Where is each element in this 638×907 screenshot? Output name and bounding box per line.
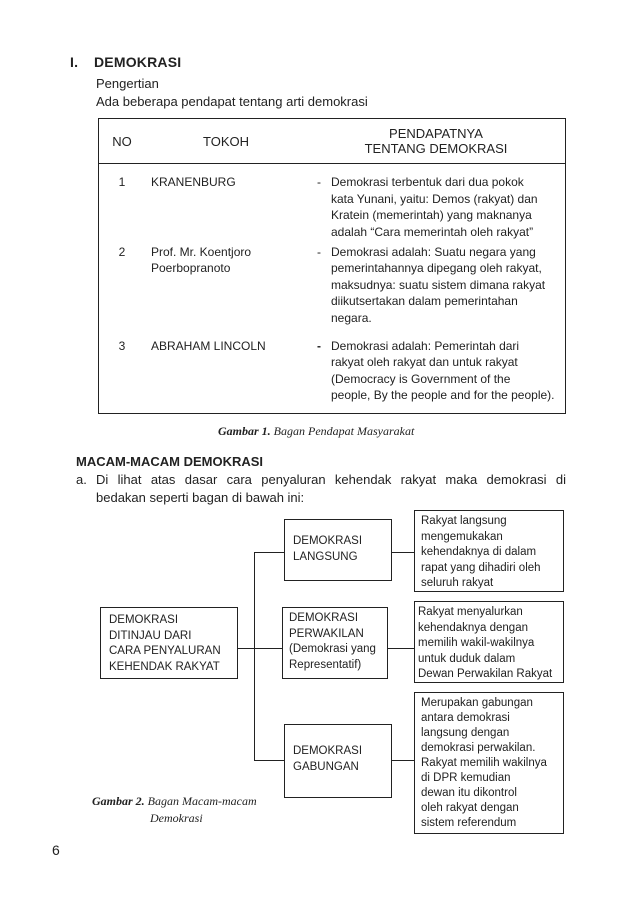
figure-caption-1 [218,424,414,439]
table-row [99,244,566,338]
box-line: KEHENDAK RAKYAT [109,660,220,673]
opinion-line: Kratein (memerintah) yang maknanya [331,208,532,222]
box-line: DEMOKRASI [289,612,359,624]
header-pendapat-line-1: PENDAPATNYA [389,126,483,141]
tokoh-line: Poerbopranoto [151,261,231,275]
row-opinion [331,338,566,414]
desc-line: kehendaknya di dalam [421,546,537,558]
table-header-row [99,119,566,164]
desc-langsung [414,510,564,592]
row-dash: - [317,244,321,259]
desc-line: rapat yang dihadiri oleh [421,561,541,574]
desc-line: Merupakan gabungan [421,697,533,709]
header-pendapat [307,119,566,164]
page-number: 6 [52,842,60,858]
connector [388,648,414,649]
box-demokrasi-gabungan [284,724,392,798]
box-demokrasi-perwakilan [282,607,388,679]
figure-caption-2-line-2: Demokrasi [150,811,203,825]
desc-line: oleh rakyat dengan [421,802,519,814]
desc-line: sistem referendum [421,817,517,829]
table-row [99,338,566,414]
desc-line: Rakyat memilih wakilnya [421,757,547,769]
connector [254,648,284,649]
header-tokoh: TOKOH [145,119,307,164]
desc-line: antara demokrasi [421,712,510,724]
box-line: (Demokrasi yang [289,643,376,655]
row-opinion [331,244,566,338]
tokoh-line: KRANENBURG [151,175,236,189]
tokoh-line: Prof. Mr. Koentjoro [151,244,252,259]
box-line: DEMOKRASI [293,535,363,547]
row-tokoh [145,338,307,414]
desc-line: Rakyat langsung [421,515,507,527]
row-dash: - [317,175,321,189]
desc-line: demokrasi perwakilan. [421,742,536,754]
connector [254,760,284,761]
caption-text: Bagan Pendapat Masyarakat [273,424,415,438]
opinion-line: diikutsertakan dalam pemerintahan [331,294,518,308]
opinion-line: Demokrasi adalah: Pemerintah dari [331,338,520,353]
desc-perwakilan [414,601,564,683]
connector [392,552,414,553]
desc-gabungan [414,692,564,834]
caption-text: Bagan Macam-macam [147,794,257,808]
connector [254,552,284,553]
box-line: PERWAKILAN [289,627,364,640]
header-no: NO [99,119,146,164]
desc-line: dewan itu dikontrol [421,787,517,799]
desc-line: seluruh rakyat [421,577,494,589]
opinion-line: Demokrasi terbentuk dari dua pokok [331,175,524,189]
opinion-line: rakyat oleh rakyat dan untuk rakyat [331,355,518,369]
connector [392,760,414,761]
box-line: DITINJAU DARI [109,629,192,642]
box-line: LANGSUNG [293,550,358,563]
opinion-line: kata Yunani, yaitu: Demos (rakyat) dan [331,191,538,206]
intro-line-2: Ada beberapa pendapat tentang arti demokrasi [96,94,368,109]
desc-line: Dewan Perwakilan Rakyat [418,668,553,680]
box-line: Representatif) [289,658,362,671]
row-dash: - [317,338,321,353]
paragraph-line-2: bedakan seperti bagan di bawah ini: [96,490,305,505]
section-title: DEMOKRASI [94,54,182,70]
row-no: 3 [118,338,126,353]
row-opinion [331,164,566,244]
box-line: GABUNGAN [293,760,359,773]
box-line: DEMOKRASI [109,614,179,626]
desc-line: untuk duduk dalam [418,652,516,665]
table-row [99,164,566,244]
section-2-title: MACAM-MACAM DEMOKRASI [76,454,264,469]
opinion-line: (Democracy is Government of the [331,371,511,386]
section-heading [70,54,181,70]
figure-caption-2 [92,794,257,809]
opinion-line: Demokrasi adalah: Suatu negara yang [331,244,536,259]
diagram-root-box [100,607,238,679]
row-tokoh [145,244,307,338]
desc-line: di DPR kemudian [421,772,511,784]
opinion-line: maksudnya: suatu sistem dimana rakyat [331,277,546,292]
row-tokoh [145,164,307,244]
intro-line-1: Pengertian [96,76,159,91]
header-pendapat-line-2: TENTANG DEMOKRASI [364,141,508,156]
desc-line: langsung dengan [421,727,510,739]
desc-line: mengemukakan [421,530,503,543]
caption-label: Gambar 2. [92,794,145,808]
paragraph-line-1: Di lihat atas dasar cara penyaluran kehendak rakyat maka demokrasi di [96,472,566,487]
connector [254,552,255,760]
desc-line: memilih wakil-wakilnya [418,637,535,649]
desc-line: kehendaknya dengan [418,621,528,634]
opinion-line: adalah “Cara memerintah oleh rakyat” [331,224,534,239]
opinion-line: people, By the people and for the people). [331,388,555,402]
box-demokrasi-langsung [284,519,392,581]
desc-line: Rakyat menyalurkan [418,606,523,618]
row-no: 1 [118,175,126,189]
row-no: 2 [118,244,126,259]
section-number: I. [70,54,79,70]
list-marker: a. [76,472,87,487]
caption-label: Gambar 1. [218,424,271,438]
box-line: DEMOKRASI [293,745,363,757]
tokoh-line: ABRAHAM LINCOLN [151,338,266,353]
opinion-line: pemerintahannya dipegang oleh rakyat, [331,261,542,275]
box-line: CARA PENYALURAN [109,645,221,657]
opinion-table [98,118,566,414]
opinion-line: negara. [331,310,372,325]
connector [238,648,254,649]
